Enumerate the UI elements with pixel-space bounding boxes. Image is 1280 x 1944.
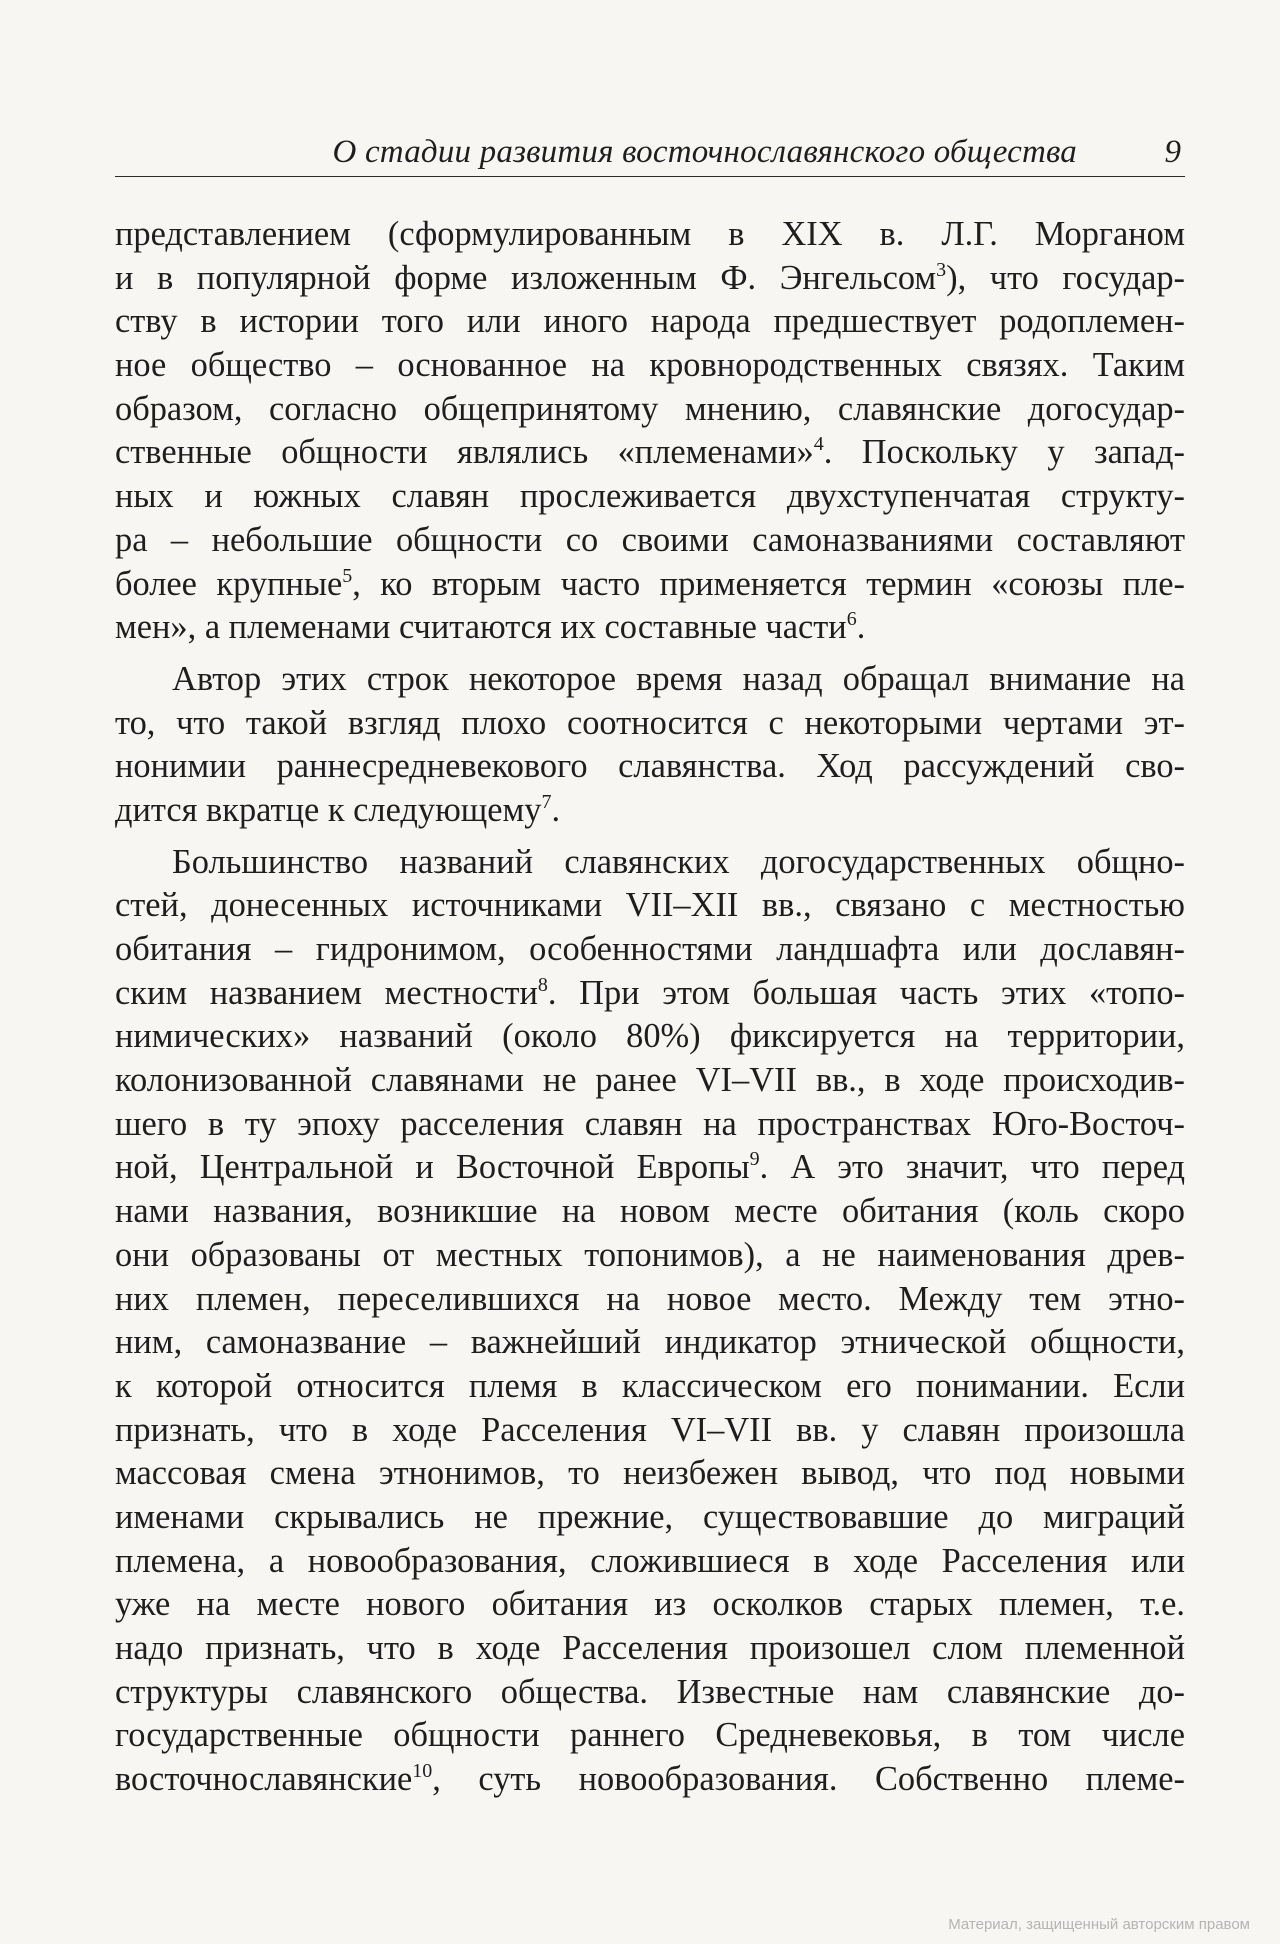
text-line xyxy=(115,1758,1185,1802)
text-line-content: восточнославянские xyxy=(115,1760,413,1799)
text-line xyxy=(115,431,1185,475)
text-line xyxy=(115,344,1185,388)
text-line-content: . xyxy=(551,790,561,829)
text-line-content: надо признать, что в ходе Расселения произошел слом племенной xyxy=(115,1629,1185,1667)
text-line-content: ству в истории того или иного народа предшествует родоплемен- xyxy=(115,302,1185,341)
footnote-ref: 8 xyxy=(537,973,548,996)
footnote-ref: 9 xyxy=(749,1148,760,1171)
text-line xyxy=(115,1015,1185,1059)
text-line-content: именами скрывались не прежние, существовавшие до миграций xyxy=(115,1497,1185,1536)
text-line xyxy=(115,1278,1185,1322)
text-line-content: ной, Центральной и Восточной Европы xyxy=(115,1148,750,1187)
text-line-content: структуры славянского общества. Известные нам славянские до- xyxy=(115,1672,1185,1711)
text-line-content: более крупные xyxy=(115,564,343,603)
text-line xyxy=(115,1190,1185,1234)
text-line-content: стей, донесенных источниками VII–XII вв., связано с местностью xyxy=(115,886,1185,925)
text-line-content: колонизованной славянами не ранее VI–VII вв., в ходе происходив- xyxy=(115,1061,1185,1100)
text-line xyxy=(115,745,1185,789)
text-line xyxy=(115,658,1185,702)
text-line-content: ним, самоназвание – важнейший индикатор этнической общности, xyxy=(115,1323,1185,1362)
text-line-content: образом, согласно общепринятому мнению, славянские догосудар- xyxy=(115,389,1185,428)
footnote-ref: 4 xyxy=(813,433,824,456)
text-line-content: ное общество – основанное на кровнородственных связях. Таким xyxy=(115,346,1185,385)
body-text xyxy=(115,213,1185,1802)
text-line xyxy=(115,1365,1185,1409)
paragraph-2 xyxy=(115,658,1185,833)
text-line xyxy=(115,841,1185,885)
text-line xyxy=(115,300,1185,344)
text-line xyxy=(115,1583,1185,1627)
paragraph-1 xyxy=(115,213,1185,650)
text-line-content: уже на месте нового обитания из осколков старых племен, т.е. xyxy=(115,1585,1185,1624)
footnote-ref: 6 xyxy=(846,608,857,631)
text-line-content: них племен, переселившихся на новое место. Между тем этно- xyxy=(115,1279,1185,1318)
text-line xyxy=(115,257,1185,301)
text-line-content: массовая смена этнонимов, то неизбежен вывод, что под новыми xyxy=(115,1454,1185,1493)
text-line xyxy=(115,884,1185,928)
text-line-content: племена, а новообразования, сложившиеся в ходе Расселения или xyxy=(115,1541,1185,1580)
text-line-content: государственные общности раннего Средневековья, в том числе xyxy=(115,1716,1185,1755)
text-line-content: дится вкратце к следующему xyxy=(115,790,542,829)
text-line xyxy=(115,1103,1185,1147)
paragraph-gap xyxy=(115,650,1185,658)
running-title: О стадии развития восточнославянского общества xyxy=(332,134,1077,170)
text-line xyxy=(115,563,1185,607)
paragraph-gap xyxy=(115,833,1185,841)
text-line xyxy=(115,1671,1185,1715)
text-line xyxy=(115,1234,1185,1278)
page-number: 9 xyxy=(1164,134,1181,170)
text-line-content: представлением (сформулированным в XIX в. Л.Г. Морганом xyxy=(115,215,1185,253)
text-line-content: мен», а племенами считаются их составные части xyxy=(115,608,847,647)
text-line-content: они образованы от местных топонимов), а не наименования древ- xyxy=(115,1235,1185,1274)
text-line xyxy=(115,213,1185,257)
text-line-content: Автор этих строк некоторое время назад обращал внимание на xyxy=(172,659,1185,698)
text-line-content: то, что такой взгляд плохо соотносится с некоторыми чертами эт- xyxy=(115,703,1185,742)
text-line-content: . А это значит, что перед xyxy=(759,1148,1185,1187)
footnote-ref: 10 xyxy=(412,1760,433,1783)
text-line xyxy=(115,1146,1185,1190)
text-line xyxy=(115,388,1185,432)
text-line-content: ра – небольшие общности со своими самоназваниями составляют xyxy=(115,520,1185,559)
text-line-content: нонимии раннесредневекового славянства. Ход рассуждений сво- xyxy=(115,747,1185,786)
copyright-watermark: Материал, защищенный авторским правом xyxy=(948,1916,1250,1933)
running-header xyxy=(115,124,1185,177)
text-line-content: шего в ту эпоху расселения славян на пространствах Юго-Восточ- xyxy=(115,1104,1185,1143)
text-line-content: к которой относится племя в классическом его понимании. Если xyxy=(115,1366,1185,1405)
footnote-ref: 5 xyxy=(342,564,353,587)
paragraph-3 xyxy=(115,841,1185,1802)
text-line-content: нимических» названий (около 80%) фиксируется на территории, xyxy=(115,1017,1185,1056)
text-line-content: признать, что в ходе Расселения VI–VII вв. у славян произошла xyxy=(115,1410,1185,1449)
text-line xyxy=(115,972,1185,1016)
text-line xyxy=(115,1321,1185,1365)
text-line-content: . xyxy=(856,608,866,647)
book-page xyxy=(115,0,1185,1944)
text-line-content: , ко вторым часто применяется термин «союзы пле- xyxy=(352,564,1185,603)
text-line xyxy=(115,789,1185,833)
footnote-ref: 7 xyxy=(541,790,552,813)
text-line xyxy=(115,606,1185,650)
text-line xyxy=(115,1409,1185,1453)
text-line xyxy=(115,1714,1185,1758)
text-line-content: Большинство названий славянских догосударственных общно- xyxy=(172,842,1185,881)
text-line xyxy=(115,928,1185,972)
text-line-content: ственные общности являлись «племенами» xyxy=(115,433,814,472)
text-line-content: и в популярной форме изложенным Ф. Энгельсом xyxy=(115,258,937,297)
text-line-content: . При этом большая часть этих «топо- xyxy=(547,973,1185,1012)
text-line xyxy=(115,519,1185,563)
text-line xyxy=(115,1059,1185,1103)
text-line xyxy=(115,475,1185,519)
text-line-content: ским названием местности xyxy=(115,973,538,1012)
text-line xyxy=(115,1627,1185,1671)
text-line xyxy=(115,1540,1185,1584)
text-line xyxy=(115,702,1185,746)
text-line-content: нами названия, возникшие на новом месте обитания (коль скоро xyxy=(115,1192,1185,1231)
text-line xyxy=(115,1452,1185,1496)
text-line-content: , суть новообразования. Собственно племе- xyxy=(432,1760,1185,1799)
text-line-content: обитания – гидронимом, особенностями ландшафта или дославян- xyxy=(115,930,1185,968)
text-line-content: ных и южных славян прослеживается двухступенчатая структу- xyxy=(115,477,1185,516)
text-line-content: . Поскольку у запад- xyxy=(823,433,1185,472)
text-line-content: ), что государ- xyxy=(946,258,1185,297)
footnote-ref: 3 xyxy=(936,258,947,281)
text-line xyxy=(115,1496,1185,1540)
